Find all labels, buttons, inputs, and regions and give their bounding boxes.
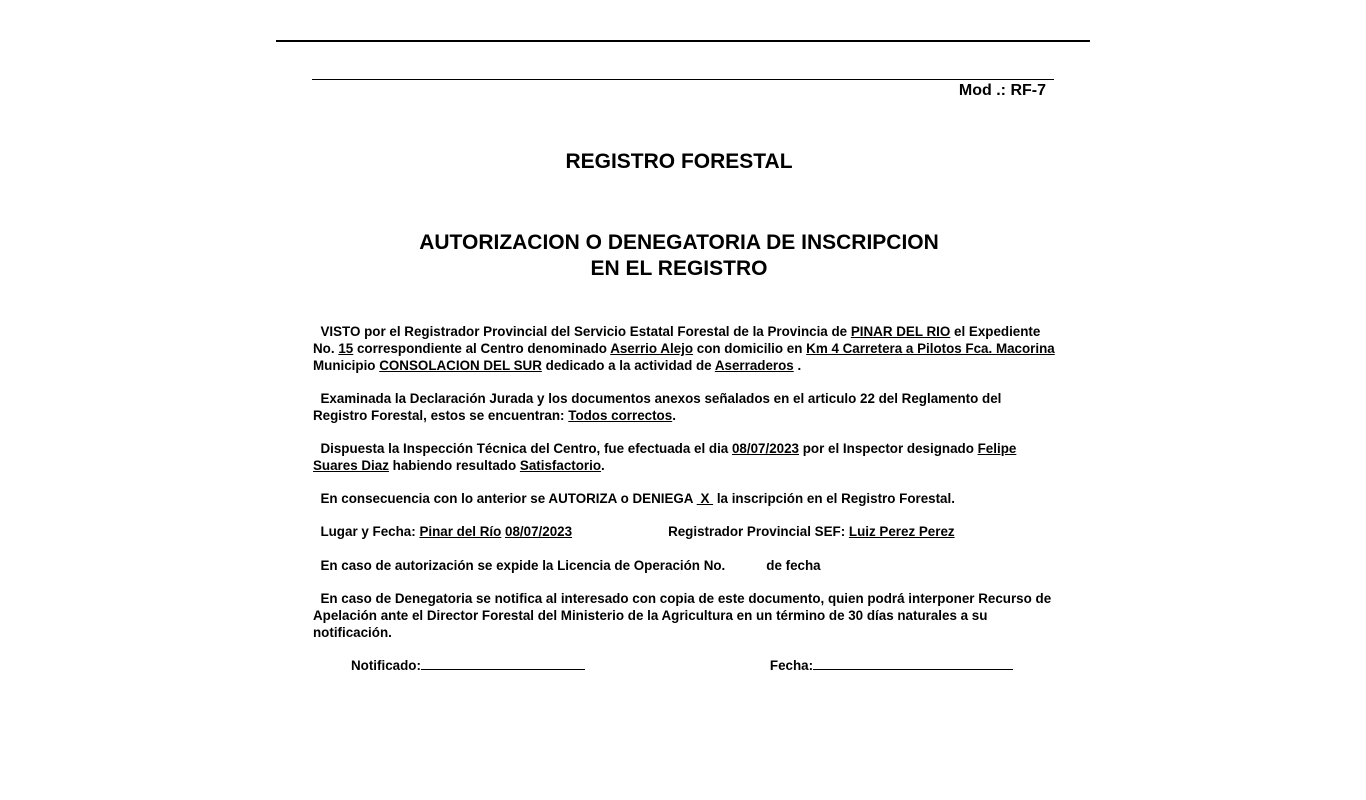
- subtitle-line-2: EN EL REGISTRO: [590, 257, 768, 280]
- consecuencia-text-1: En consecuencia con lo anterior se AUTORIZA o DENIEGA: [320, 491, 693, 506]
- licencia-text-2: de fecha: [766, 558, 821, 573]
- inspeccion-paragraph: [313, 440, 1058, 474]
- actividad-value: Aserraderos: [714, 358, 794, 373]
- notificado-signature-line: [421, 657, 585, 670]
- examinada-text-2: .: [672, 408, 676, 423]
- visto-text-1: VISTO por el Registrador Provincial del Servicio Estatal Forestal de la Provincia de: [320, 324, 848, 339]
- visto-text-4: con domicilio en: [696, 341, 803, 356]
- inspeccion-fecha-value: 08/07/2023: [731, 441, 800, 456]
- visto-text-6: dedicado a la actividad de: [545, 358, 712, 373]
- consecuencia-paragraph: [313, 490, 1058, 507]
- firma-fecha-label: Fecha:: [769, 658, 814, 673]
- inspeccion-text-2: por el Inspector designado: [802, 441, 974, 456]
- licencia-paragraph: [313, 557, 1058, 574]
- lugar-value: Pinar del Río: [419, 524, 502, 539]
- deniega-mark-value: X: [696, 491, 714, 506]
- municipio-value: CONSOLACION DEL SUR: [379, 358, 542, 373]
- form-header-rule: [312, 79, 1054, 80]
- domicilio-value: Km 4 Carretera a Pilotos Fca. Macorina: [806, 341, 1055, 356]
- provincia-value: PINAR DEL RIO: [850, 324, 951, 339]
- form-model-code: Mod .: RF-7: [958, 82, 1046, 99]
- visto-text-2: el Expediente No.: [313, 324, 1041, 356]
- document-title: REGISTRO FORESTAL: [565, 150, 793, 173]
- notificado-label: Notificado:: [351, 658, 421, 673]
- registrador-value: Luiz Perez Perez: [848, 524, 955, 539]
- visto-text-3: correspondiente al Centro denominado: [356, 341, 607, 356]
- firma-fecha-line: [813, 657, 1013, 670]
- denegatoria-paragraph: [313, 590, 1058, 641]
- inspeccion-text-4: .: [601, 458, 605, 473]
- lugar-fecha-row: [313, 523, 1058, 540]
- document-subtitle: [312, 230, 1046, 282]
- expediente-value: 15: [338, 341, 354, 356]
- visto-paragraph: [313, 323, 1058, 374]
- denegatoria-text: En caso de Denegatoria se notifica al interesado con copia de este documento, quien podrá interponer Recurso de Apelación ante el Director Forestal del Ministerio de la Agricultura en un término de 30 días naturales a su notificación.: [313, 591, 1052, 640]
- licencia-text-1: En caso de autorización se expide la Licencia de Operación No.: [320, 558, 726, 573]
- inspector-value: Felipe Suares Diaz: [313, 441, 1017, 473]
- consecuencia-text-2: la inscripción en el Registro Forestal.: [716, 491, 955, 506]
- inspeccion-text-1: Dispuesta la Inspección Técnica del Centro, fue efectuada el dia: [320, 441, 729, 456]
- visto-text-7: .: [797, 358, 802, 373]
- top-rule: [276, 40, 1090, 42]
- visto-text-5: Municipio: [313, 358, 376, 373]
- subtitle-line-1: AUTORIZACION O DENEGATORIA DE INSCRIPCION: [419, 231, 939, 254]
- lugar-fecha-value: 08/07/2023: [505, 524, 573, 539]
- signature-row: [313, 657, 1058, 674]
- lugar-fecha-label: Lugar y Fecha:: [320, 524, 416, 539]
- examinada-text-1: Examinada la Declaración Jurada y los documentos anexos señalados en el articulo 22 del Reglamento del Registro Forestal, estos se encuentran:: [313, 391, 1002, 423]
- documentos-estado-value: Todos correctos: [568, 408, 673, 423]
- registrador-label: Registrador Provincial SEF:: [668, 524, 846, 539]
- examinada-paragraph: [313, 390, 1058, 424]
- centro-value: Aserrio Alejo: [610, 341, 694, 356]
- inspeccion-text-3: habiendo resultado: [392, 458, 517, 473]
- resultado-value: Satisfactorio: [519, 458, 602, 473]
